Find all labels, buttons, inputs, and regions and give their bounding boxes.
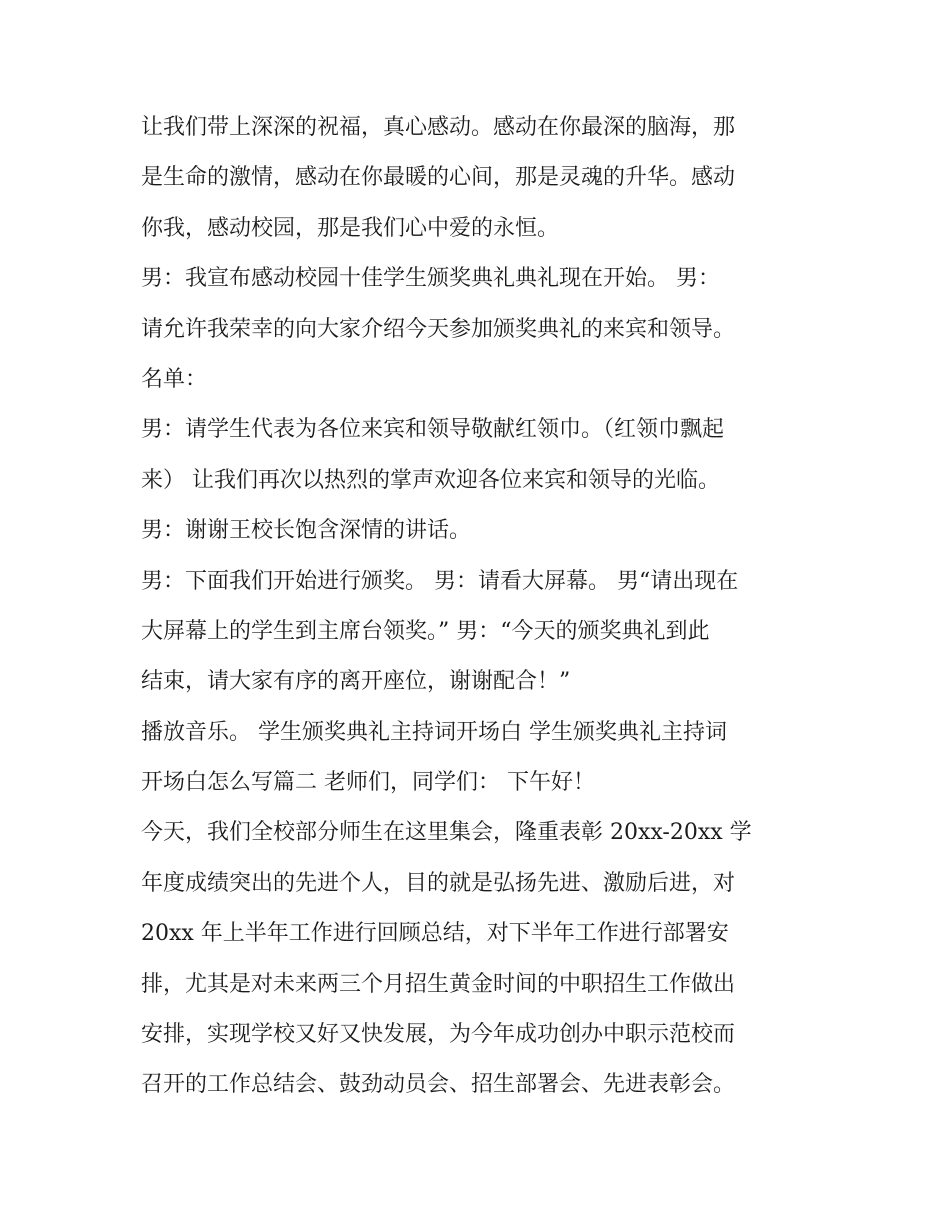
text-line: 让我们带上深深的祝福，真心感动。感动在你最深的脑海，那	[141, 115, 736, 140]
text-line: 开场白怎么写篇二 老师们，同学们： 下午好！	[141, 770, 595, 796]
text-line: 你我，感动校园，那是我们心中爱的永恒。	[141, 215, 560, 241]
text-line: 男：下面我们开始进行颁奖。 男：请看大屏幕。 男“请出现在	[141, 568, 739, 594]
text-line: 男：谢谢王校长饱含深情的讲话。	[141, 518, 472, 544]
text-line: 名单：	[141, 366, 208, 392]
text-line: 来） 让我们再次以热烈的掌声欢迎各位来宾和领导的光临。	[141, 467, 720, 493]
text-line: 播放音乐。 学生颁奖典礼主持词开场白 学生颁奖典礼主持词	[141, 719, 727, 745]
text-line: 安排，实现学校又好又快发展，为今年成功创办中职示范校而	[141, 1022, 736, 1048]
text-line: 男：我宣布感动校园十佳学生颁奖典礼典礼现在开始。 男：	[141, 266, 720, 292]
text-line: 结束，请大家有序的离开座位，谢谢配合！”	[141, 669, 571, 695]
text-line: 年度成绩突出的先进个人，目的就是弘扬先进、激励后进，对	[141, 870, 736, 896]
text-line: 请允许我荣幸的向大家介绍今天参加颁奖典礼的来宾和领导。	[141, 316, 736, 342]
text-line: 排，尤其是对未来两三个月招生黄金时间的中职招生工作做出	[141, 971, 736, 997]
document-body	[141, 103, 831, 1111]
text-line: 男：请学生代表为各位来宾和领导敬献红领巾。（红领巾飘起	[141, 417, 725, 443]
text-line: 20xx 年上半年工作进行回顾总结，对下半年工作进行部署安	[141, 921, 729, 947]
text-line: 今天，我们全校部分师生在这里集会，隆重表彰 20xx-20xx 学	[141, 820, 752, 846]
text-line: 是生命的激情，感动在你最暖的心间，那是灵魂的升华。感动	[141, 165, 736, 191]
text-line: 召开的工作总结会、鼓劲动员会、招生部署会、先进表彰会。	[141, 1072, 736, 1098]
text-line: 大屏幕上的学生到主席台领奖。” 男：“今天的颁奖典礼到此	[141, 618, 710, 644]
